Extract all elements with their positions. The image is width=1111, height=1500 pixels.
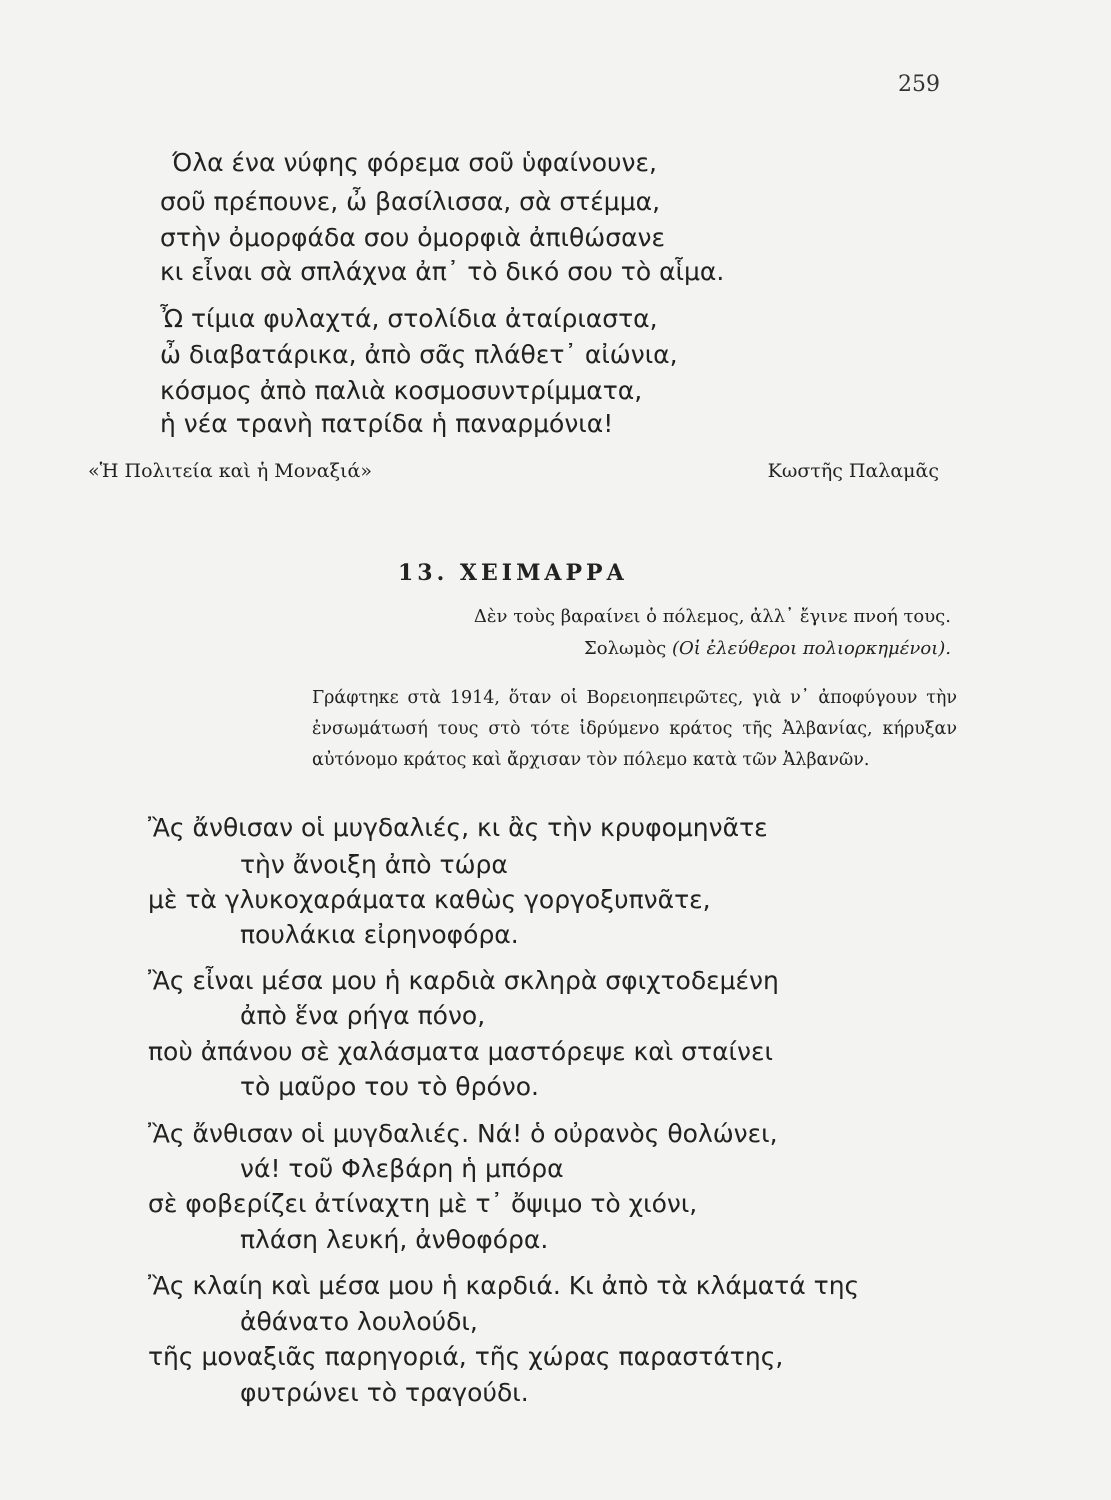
page-number: 259 bbox=[898, 72, 940, 97]
section-title: 13. ΧΕΙΜΑΡΡΑ bbox=[398, 560, 628, 586]
poem-line: Ἂς ἄνθισαν οἱ μυγδαλιές. Νά! ὁ οὐρανὸς θολώνει, bbox=[148, 1119, 778, 1148]
poem-line: νά! τοῦ Φλεβάρη ἡ μπόρα bbox=[240, 1154, 564, 1183]
historical-note: Γράφτηκε στὰ 1914, ὅταν οἱ Βορειοηπειρῶτες, γιὰ ν᾽ ἀποφύγουν τὴν ἐνσωμάτωσή τους στὸ τότε ἱδρύμενο κράτος τῆς Ἀλβανίας, κήρυξαν αὐτόνομο κράτος καὶ ἄρχισαν τὸν πόλεμο κατὰ τῶν Ἀλβανῶν. bbox=[312, 688, 957, 770]
poem-line: πλάση λευκή, ἀνθοφόρα. bbox=[240, 1225, 549, 1254]
verse-line: κόσμος ἀπὸ παλιὰ κοσμοσυντρίμματα, bbox=[160, 376, 643, 405]
source-author: Κωστῆς Παλαμᾶς bbox=[767, 460, 939, 482]
poem-line: ποὺ ἀπάνου σὲ χαλάσματα μαστόρεψε καὶ σταίνει bbox=[148, 1037, 773, 1066]
verse-line: κι εἶναι σὰ σπλάχνα ἀπ᾽ τὸ δικό σου τὸ αἷμα. bbox=[160, 257, 725, 286]
poem-line: τῆς μοναξιᾶς παρηγοριά, τῆς χώρας παραστάτης, bbox=[148, 1342, 784, 1371]
verse-line: ἡ νέα τρανὴ πατρίδα ἡ παναρμόνια! bbox=[160, 409, 614, 438]
poem-line: τὸ μαῦρο του τὸ θρόνο. bbox=[240, 1072, 539, 1101]
poem-line: Ἂς κλαίη καὶ μέσα μου ἡ καρδιά. Κι ἀπὸ τὰ κλάματά της bbox=[148, 1271, 860, 1300]
poem-line: φυτρώνει τὸ τραγούδι. bbox=[240, 1378, 529, 1407]
epigraph-work: (Οἱ ἐλεύθεροι πολιορκημένοι). bbox=[672, 638, 951, 659]
poem-line: μὲ τὰ γλυκοχαράματα καθὼς γοργοξυπνᾶτε, bbox=[148, 885, 711, 914]
poem-line: πουλάκια εἰρηνοφόρα. bbox=[240, 920, 519, 949]
poem-line: ἀθάνατο λουλούδι, bbox=[240, 1307, 478, 1336]
poem-line: Ἂς εἶναι μέσα μου ἡ καρδιὰ σκληρὰ σφιχτοδεμένη bbox=[148, 966, 779, 995]
verse-line: σοῦ πρέπουνε, ὦ βασίλισσα, σὰ στέμμα, bbox=[160, 187, 661, 216]
epigraph-attribution bbox=[584, 640, 951, 658]
epigraph-author: Σολωμὸς bbox=[584, 638, 667, 659]
source-work: «Ἡ Πολιτεία καὶ ἡ Μοναξιά» bbox=[88, 460, 372, 482]
verse-line: στὴν ὀμορφάδα σου ὀμορφιὰ ἀπιθώσανε bbox=[160, 223, 666, 252]
epigraph-line: Δὲν τοὺς βαραίνει ὁ πόλεμος, ἀλλ᾽ ἔγινε πνοή τους. bbox=[473, 606, 951, 627]
verse-line: ὦ διαβατάρικα, ἀπὸ σᾶς πλάθετ᾽ αἰώνια, bbox=[160, 340, 678, 369]
poem-line: τὴν ἄνοιξη ἀπὸ τώρα bbox=[240, 850, 508, 879]
verse-line: Όλα ένα νύφης φόρεμα σοῦ ὑφαίνουνε, bbox=[172, 148, 657, 177]
poem-line: σὲ φοβερίζει ἀτίναχτη μὲ τ᾽ ὄψιμο τὸ χιόνι, bbox=[148, 1189, 698, 1218]
verse-line: Ὦ τίμια φυλαχτά, στολίδια ἀταίριαστα, bbox=[160, 304, 658, 333]
poem-line: ἀπὸ ἕνα ρήγα πόνο, bbox=[240, 1001, 486, 1030]
poem-line: Ἂς ἄνθισαν οἱ μυγδαλιές, κι ἂς τὴν κρυφομηνᾶτε bbox=[148, 813, 768, 842]
